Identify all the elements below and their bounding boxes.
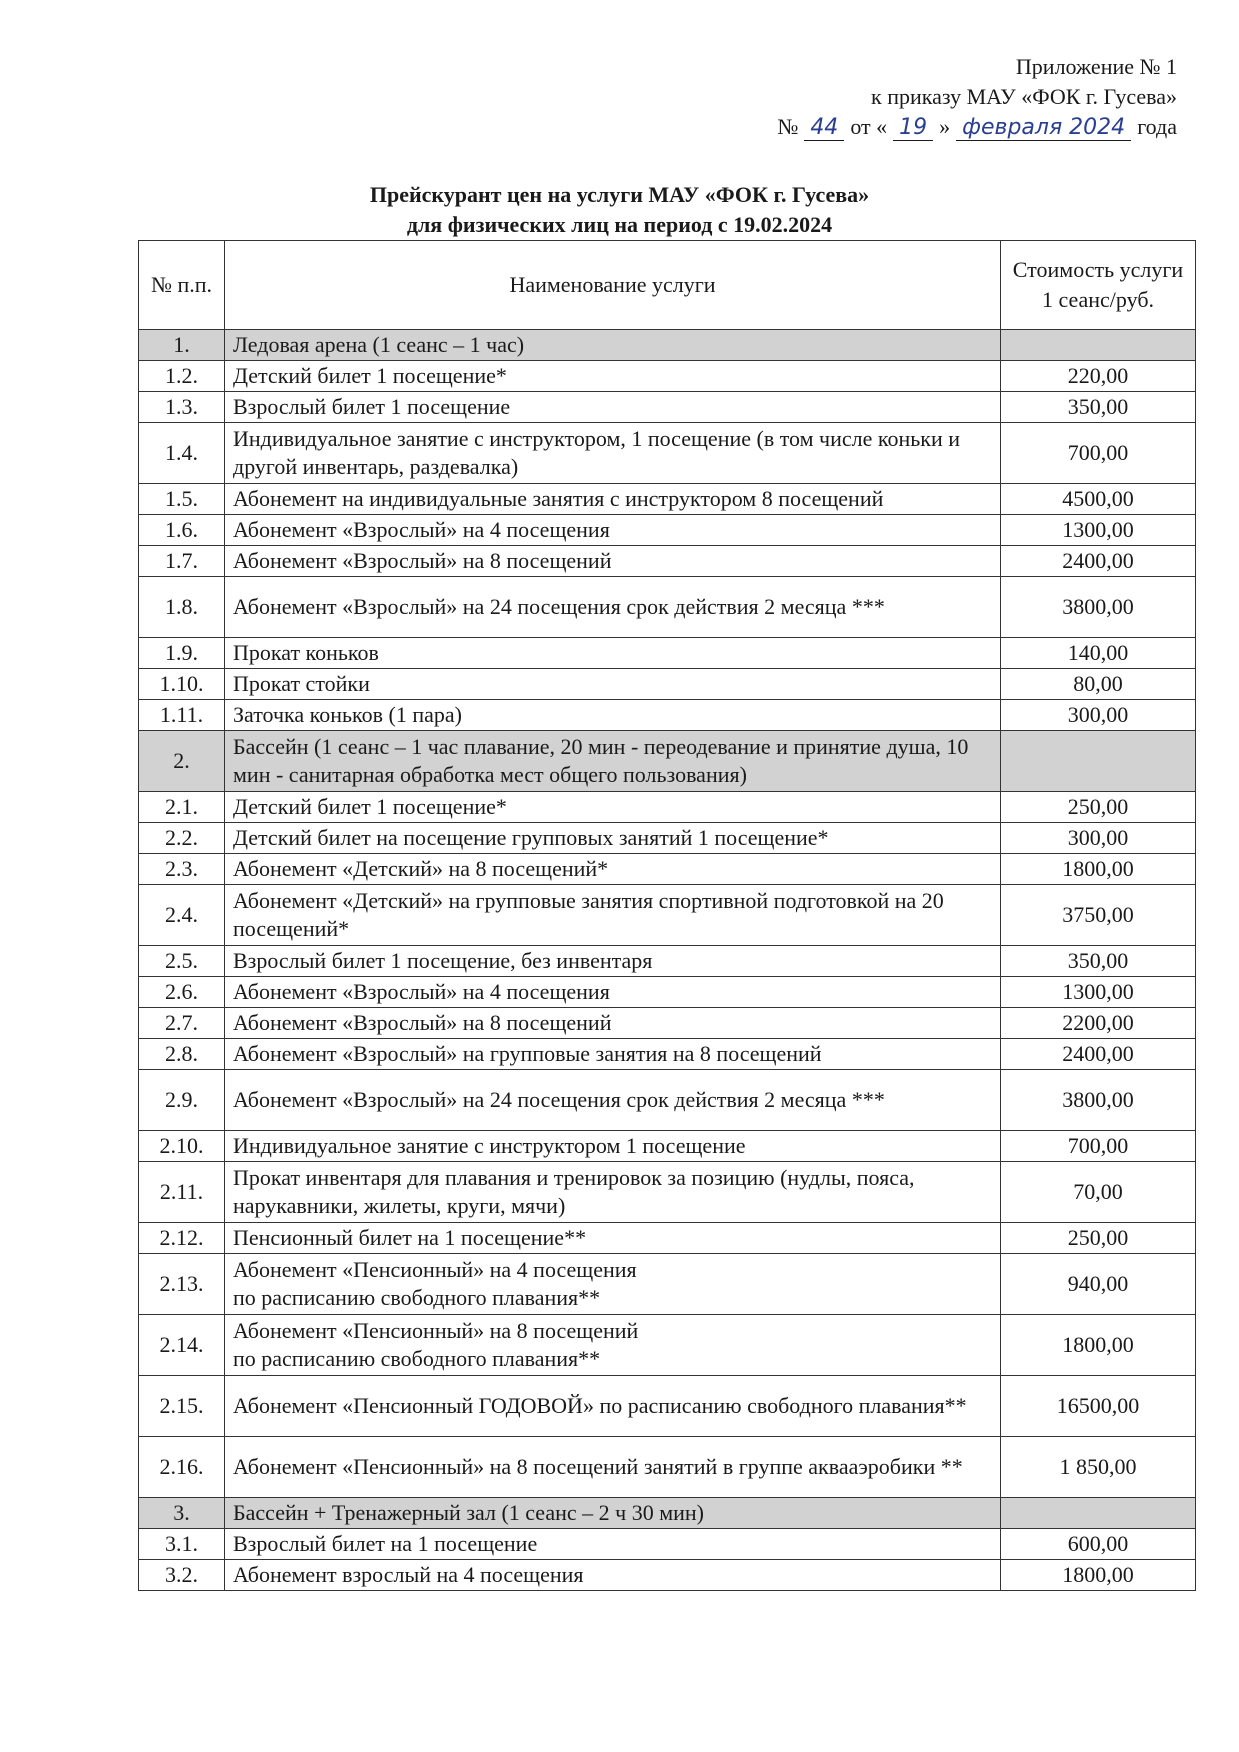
section-row — [139, 330, 1196, 361]
row-number: 2.13. — [139, 1254, 225, 1315]
title-line-2: для физических лиц на период с 19.02.2024 — [406, 212, 833, 237]
table-row — [139, 823, 1196, 854]
row-number: 2.4. — [139, 885, 225, 946]
table-row — [139, 1529, 1196, 1560]
row-number: 2.3. — [139, 854, 225, 885]
order-day-handwritten: 19 — [893, 116, 933, 141]
service-name: Заточка коньков (1 пара) — [225, 700, 1001, 731]
title-line-1: Прейскурант цен на услуги МАУ «ФОК г. Гусева» — [369, 182, 870, 207]
service-price: 350,00 — [1001, 946, 1196, 977]
row-number: 1.11. — [139, 700, 225, 731]
service-name: Взрослый билет на 1 посещение — [225, 1529, 1001, 1560]
order-year-label: года — [1137, 114, 1177, 139]
service-name: Прокат стойки — [225, 669, 1001, 700]
table-row — [139, 1131, 1196, 1162]
service-price: 250,00 — [1001, 792, 1196, 823]
service-price: 1300,00 — [1001, 515, 1196, 546]
appendix-number: Приложение № 1 — [1015, 54, 1177, 79]
service-price: 1300,00 — [1001, 977, 1196, 1008]
section-row — [139, 731, 1196, 792]
service-price: 940,00 — [1001, 1254, 1196, 1315]
service-name: Абонемент «Пенсионный» на 4 посещения по расписанию свободного плавания** — [225, 1254, 1001, 1315]
order-from-label: от « — [850, 114, 888, 139]
service-price — [1001, 731, 1196, 792]
table-row — [139, 423, 1196, 484]
service-price: 300,00 — [1001, 823, 1196, 854]
service-name: Абонемент «Взрослый» на 24 посещения срок действия 2 месяца *** — [225, 577, 1001, 638]
service-name: Абонемент взрослый на 4 посещения — [225, 1560, 1001, 1591]
table-row — [139, 515, 1196, 546]
table-row — [139, 1039, 1196, 1070]
service-name: Абонемент «Взрослый» на 4 посещения — [225, 515, 1001, 546]
row-number: 3. — [139, 1498, 225, 1529]
service-price: 1 850,00 — [1001, 1437, 1196, 1498]
table-row — [139, 977, 1196, 1008]
table-row — [139, 1315, 1196, 1376]
row-number: 1.2. — [139, 361, 225, 392]
service-price: 300,00 — [1001, 700, 1196, 731]
service-name: Абонемент «Детский» на групповые занятия спортивной подготовкой на 20 посещений* — [225, 885, 1001, 946]
row-number: 2.7. — [139, 1008, 225, 1039]
service-price: 2400,00 — [1001, 1039, 1196, 1070]
row-number: 1.5. — [139, 484, 225, 515]
document-title — [0, 180, 1239, 240]
table-row — [139, 546, 1196, 577]
order-no-handwritten: 44 — [804, 116, 844, 141]
order-number-date — [777, 112, 1177, 142]
row-number: 2.6. — [139, 977, 225, 1008]
service-name: Абонемент «Взрослый» на 24 посещения срок действия 2 месяца *** — [225, 1070, 1001, 1131]
order-reference: к приказу МАУ «ФОК г. Гусева» — [871, 84, 1177, 109]
header-num: № п.п. — [139, 241, 225, 330]
row-number: 2. — [139, 731, 225, 792]
service-name: Абонемент «Пенсионный» на 8 посещений по расписанию свободного плавания** — [225, 1315, 1001, 1376]
table-row — [139, 1376, 1196, 1437]
service-price: 600,00 — [1001, 1529, 1196, 1560]
table-row — [139, 1437, 1196, 1498]
table-row — [139, 946, 1196, 977]
row-number: 2.15. — [139, 1376, 225, 1437]
service-price: 16500,00 — [1001, 1376, 1196, 1437]
service-name: Абонемент «Взрослый» на 4 посещения — [225, 977, 1001, 1008]
table-row — [139, 1162, 1196, 1223]
service-price: 3750,00 — [1001, 885, 1196, 946]
service-name: Детский билет 1 посещение* — [225, 361, 1001, 392]
service-name: Пенсионный билет на 1 посещение** — [225, 1223, 1001, 1254]
service-price: 700,00 — [1001, 1131, 1196, 1162]
row-number: 2.2. — [139, 823, 225, 854]
row-number: 2.5. — [139, 946, 225, 977]
service-price: 3800,00 — [1001, 577, 1196, 638]
service-name: Взрослый билет 1 посещение, без инвентаря — [225, 946, 1001, 977]
table-row — [139, 1254, 1196, 1315]
table-body — [139, 330, 1196, 1591]
table-row — [139, 669, 1196, 700]
row-number: 1.4. — [139, 423, 225, 484]
section-name: Бассейн (1 сеанс – 1 час плавание, 20 мин - переодевание и принятие душа, 10 мин - санитарная обработка мест общего пользования) — [225, 731, 1001, 792]
service-price: 700,00 — [1001, 423, 1196, 484]
table-row — [139, 392, 1196, 423]
table-row — [139, 700, 1196, 731]
row-number: 1.10. — [139, 669, 225, 700]
row-number: 1.8. — [139, 577, 225, 638]
service-name: Абонемент «Пенсионный» на 8 посещений занятий в группе аквааэробики ** — [225, 1437, 1001, 1498]
header-price: Стоимость услуги 1 сеанс/руб. — [1001, 241, 1196, 330]
service-price: 1800,00 — [1001, 1560, 1196, 1591]
table-row — [139, 361, 1196, 392]
section-name: Бассейн + Тренажерный зал (1 сеанс – 2 ч 30 мин) — [225, 1498, 1001, 1529]
order-no-label: № — [777, 114, 799, 139]
row-number: 2.12. — [139, 1223, 225, 1254]
service-price: 250,00 — [1001, 1223, 1196, 1254]
service-name: Детский билет на посещение групповых занятий 1 посещение* — [225, 823, 1001, 854]
table-row — [139, 1223, 1196, 1254]
service-price: 4500,00 — [1001, 484, 1196, 515]
row-number: 1.3. — [139, 392, 225, 423]
service-name: Абонемент «Взрослый» на 8 посещений — [225, 546, 1001, 577]
row-number: 2.14. — [139, 1315, 225, 1376]
table-row — [139, 577, 1196, 638]
row-number: 3.1. — [139, 1529, 225, 1560]
table-row — [139, 792, 1196, 823]
service-price: 350,00 — [1001, 392, 1196, 423]
row-number: 1.6. — [139, 515, 225, 546]
header-name: Наименование услуги — [225, 241, 1001, 330]
service-price: 70,00 — [1001, 1162, 1196, 1223]
service-name: Индивидуальное занятие с инструктором, 1 посещение (в том числе коньки и другой инвентарь, раздевалка) — [225, 423, 1001, 484]
service-name: Взрослый билет 1 посещение — [225, 392, 1001, 423]
service-price — [1001, 1498, 1196, 1529]
table-row — [139, 1008, 1196, 1039]
price-table — [138, 240, 1196, 1591]
table-row — [139, 638, 1196, 669]
service-name: Детский билет 1 посещение* — [225, 792, 1001, 823]
row-number: 2.16. — [139, 1437, 225, 1498]
service-price: 1800,00 — [1001, 854, 1196, 885]
row-number: 2.9. — [139, 1070, 225, 1131]
service-name: Абонемент «Взрослый» на 8 посещений — [225, 1008, 1001, 1039]
table-row — [139, 484, 1196, 515]
service-price: 1800,00 — [1001, 1315, 1196, 1376]
table-row — [139, 1560, 1196, 1591]
row-number: 2.11. — [139, 1162, 225, 1223]
service-price: 220,00 — [1001, 361, 1196, 392]
price-table-container — [138, 240, 1195, 1591]
service-name: Индивидуальное занятие с инструктором 1 посещение — [225, 1131, 1001, 1162]
service-price: 2400,00 — [1001, 546, 1196, 577]
service-name: Абонемент «Пенсионный ГОДОВОЙ» по расписанию свободного плавания** — [225, 1376, 1001, 1437]
service-price: 2200,00 — [1001, 1008, 1196, 1039]
section-name: Ледовая арена (1 сеанс – 1 час) — [225, 330, 1001, 361]
row-number: 2.1. — [139, 792, 225, 823]
service-price — [1001, 330, 1196, 361]
service-name: Абонемент на индивидуальные занятия с инструктором 8 посещений — [225, 484, 1001, 515]
service-name: Прокат коньков — [225, 638, 1001, 669]
row-number: 2.10. — [139, 1131, 225, 1162]
row-number: 1.9. — [139, 638, 225, 669]
table-header-row — [139, 241, 1196, 330]
table-row — [139, 1070, 1196, 1131]
row-number: 1. — [139, 330, 225, 361]
service-price: 3800,00 — [1001, 1070, 1196, 1131]
service-price: 80,00 — [1001, 669, 1196, 700]
order-month-year-handwritten: февраля 2024 — [956, 116, 1131, 141]
table-row — [139, 885, 1196, 946]
appendix-header — [777, 52, 1177, 142]
service-price: 140,00 — [1001, 638, 1196, 669]
service-name: Абонемент «Взрослый» на групповые занятия на 8 посещений — [225, 1039, 1001, 1070]
table-row — [139, 854, 1196, 885]
service-name: Абонемент «Детский» на 8 посещений* — [225, 854, 1001, 885]
section-row — [139, 1498, 1196, 1529]
row-number: 2.8. — [139, 1039, 225, 1070]
row-number: 1.7. — [139, 546, 225, 577]
order-close-quote: » — [939, 114, 951, 139]
service-name: Прокат инвентаря для плавания и тренировок за позицию (нудлы, пояса, нарукавники, жилеты, круги, мячи) — [225, 1162, 1001, 1223]
row-number: 3.2. — [139, 1560, 225, 1591]
